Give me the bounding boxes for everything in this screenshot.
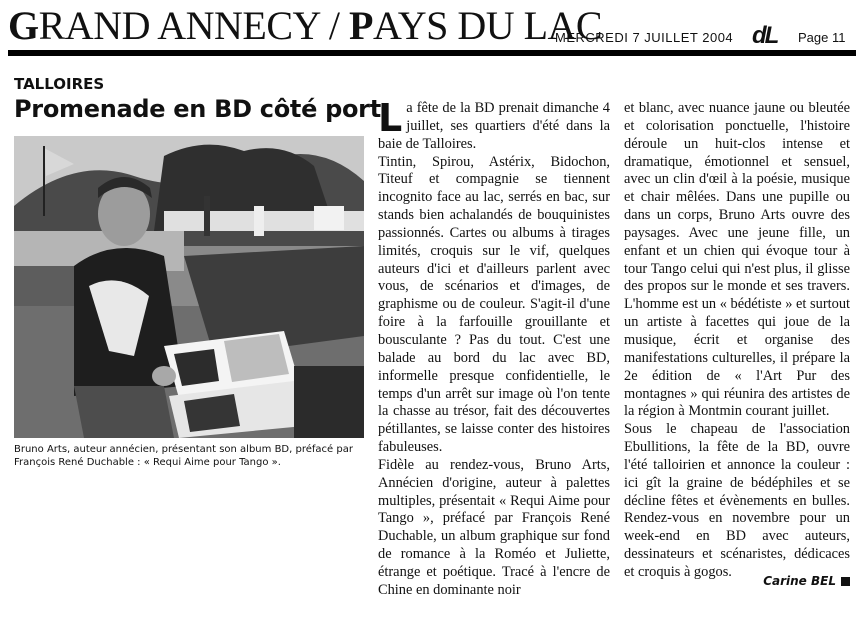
article-photo [14,136,364,438]
issue-date: MERCREDI 7 JUILLET 2004 [555,30,734,45]
body-paragraph: et blanc, avec nuance jaune ou bleutée et colorisation ponctuelle, l'histoire déroule un huit-clos intense et dramatique, émotionnel et sensuel, avec un clin d'œil à la poésie, musique et chair mêlées. Dans une pupille ou dans un corps, Bruno Arts ouvre des paysages. Avec une jeune fille, un enfant et un chien qui évoque tour à tour Tango celui qui n'est plus, il glisse des propos sur le monde et ses travers. L'homme est un « bédétiste » et surtout un artiste à facettes qui joue de la musique, écrit et organise des manifestations culturelles, il prépare la 2e édition de « l'Art Pur des montagnes » qui réunira des artistes de la région à Montmin courant juillet. [624,100,851,420]
section-title [8,3,603,48]
masthead-rule [8,50,856,56]
photo-illustration [14,136,364,438]
newspaper-logo: dL [752,22,778,49]
title-initial-1: G [8,3,39,48]
article-column-2 [624,100,850,582]
title-rest-2: AYS DU LAC [372,3,603,48]
lead-text: a fête de la BD prenait dimanche 4 juillet, ses quartiers d'été dans la baie de Talloires. [378,100,610,152]
photo-caption: Bruno Arts, auteur annécien, présentant son album BD, préfacé par François René Duchable : « Requi Aime pour Tango ». [14,444,353,468]
lead-paragraph [378,96,610,154]
body-paragraph: Fidèle au rendez-vous, Bruno Arts, Annécien d'origine, auteur à palettes multiples, présentait « Requi Aime pour Tango », préfacé par François René Duchable, un album graphique sur fond de romance à la Roméo et Juliette, étrange et poétique. Tracé à l'encre de Chine en dominante noir [378,456,610,598]
headline: Promenade en BD côté port [14,95,381,123]
body-paragraph: Tintin, Spirou, Astérix, Bidochon, Titeuf et compagnie se tiennent incognito face au lac, serrés en bac, sur stands bien achalandés de bouquinistes passionnés. Cartes ou albums à tirages limités, croquis sur le vif, quelques auteurs d'ici et d'ailleurs parlent avec vous, de scénarios et d'images, de graphisme ou de couleur. S'agit-il d'une foire à la farfouille grouillante et bousculante ? Pas du tout. C'est une balade au bord du lac avec BD, informelle presque confidentielle, le temps d'un arrêt sur image où l'on tente la chasse au trésor, fait des découvertes pétillantes, se laisse conter des histoires fabuleuses. [378,153,610,456]
kicker: TALLOIRES [14,75,105,93]
masthead [8,3,856,49]
dropcap: L [378,96,403,140]
end-mark-icon [841,577,850,586]
title-rest-1: RAND ANNECY / [38,3,350,48]
body-paragraph: Sous le chapeau de l'association Ebullitions, la fête de la BD, ouvre l'été talloirien et annonce la couleur : ici gît la graine de bédéphiles et se décline fêtes et évènements en bulles. Rendez-vous en novembre pour un week-end en BD avec auteurs, dessinateurs et scénaristes, dédicaces et croquis à gogos. [624,421,850,580]
article-column-1 [378,96,610,600]
page-number: Page 11 [798,30,846,45]
author-signature [700,574,850,588]
title-initial-2: P [349,3,373,48]
author-name: Carine BEL [763,574,836,588]
